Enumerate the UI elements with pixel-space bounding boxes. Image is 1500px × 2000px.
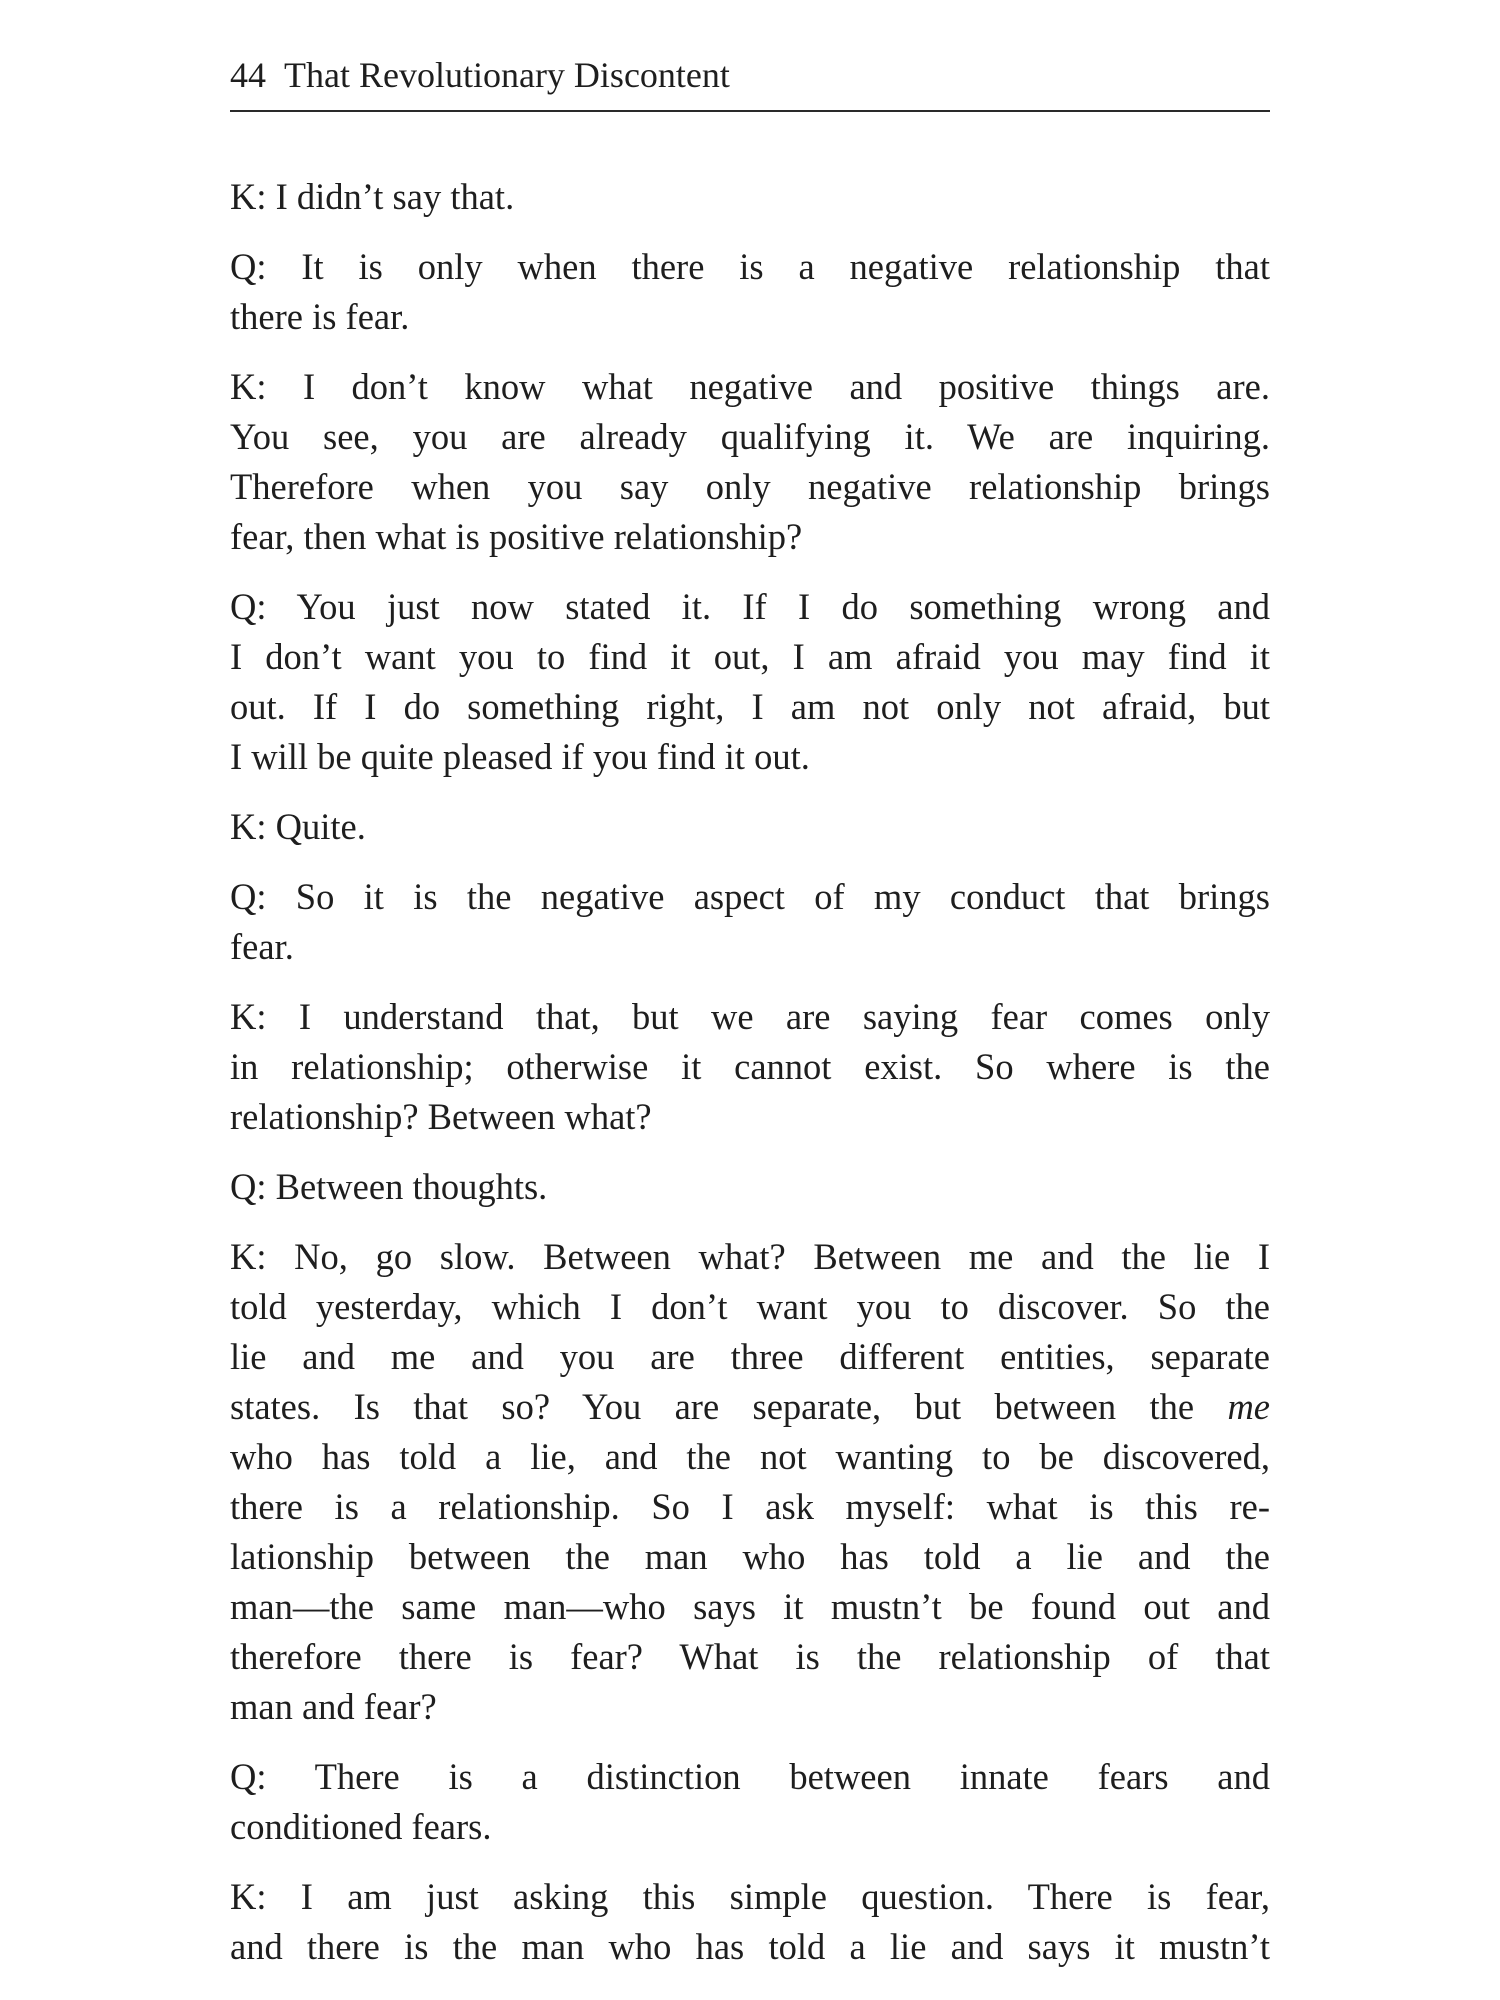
paragraph (230, 872, 1270, 972)
text-line: relationship? Between what? (230, 1096, 652, 1137)
text-line: therefore there is fear? What is the relationship of that (230, 1636, 1270, 1677)
italic-word: me (1227, 1386, 1270, 1427)
text-line: in relationship; otherwise it cannot exist. So where is the (230, 1046, 1270, 1087)
paragraph (230, 992, 1270, 1142)
text-line: who has told a lie, and the not wanting to be discovered, (230, 1436, 1270, 1477)
text-line: man—the same man—who says it mustn’t be found out and (230, 1586, 1270, 1627)
text-line: lie and me and you are three different entities, separate (230, 1336, 1270, 1377)
text-line: Q: It is only when there is a negative relationship that (230, 246, 1270, 287)
text-line: K: Quite. (230, 806, 366, 847)
text-line: lationship between the man who has told a lie and the (230, 1536, 1270, 1577)
text-line: Q: So it is the negative aspect of my conduct that brings (230, 876, 1270, 917)
text-line: Q: Between thoughts. (230, 1166, 548, 1207)
text-line: K: I understand that, but we are saying fear comes only (230, 996, 1270, 1037)
text-line-with-italic (230, 1382, 1270, 1432)
text-line: conditioned fears. (230, 1806, 492, 1847)
text-line: You see, you are already qualifying it. We are inquiring. (230, 416, 1270, 457)
text-line: Q: There is a distinction between innate fears and (230, 1756, 1270, 1797)
paragraph (230, 582, 1270, 782)
page-number: 44 (230, 55, 266, 95)
text-line: K: I didn’t say that. (230, 176, 515, 217)
paragraph (230, 802, 1270, 852)
text-line: K: No, go slow. Between what? Between me and the lie I (230, 1236, 1270, 1277)
paragraph (230, 362, 1270, 562)
text-line: I will be quite pleased if you find it out. (230, 736, 810, 777)
text-line: fear. (230, 926, 294, 967)
paragraph (230, 1232, 1270, 1732)
text-line: there is fear. (230, 296, 410, 337)
book-page (230, 50, 1270, 1970)
paragraph (230, 1162, 1270, 1212)
text-line: K: I am just asking this simple question. There is fear, (230, 1876, 1270, 1917)
running-title: That Revolutionary Discontent (284, 55, 730, 95)
text-line: told yesterday, which I don’t want you to discover. So the (230, 1286, 1270, 1327)
text-line: out. If I do something right, I am not only not afraid, but (230, 686, 1270, 727)
paragraph (230, 242, 1270, 342)
text-line: Therefore when you say only negative relationship brings (230, 466, 1270, 507)
text-fragment: states. Is that so? You are separate, but between the (230, 1386, 1195, 1427)
text-line: K: I don’t know what negative and positive things are. (230, 366, 1270, 407)
text-line: man and fear? (230, 1686, 437, 1727)
paragraph (230, 172, 1270, 222)
text-line: there is a relationship. So I ask myself: what is this re- (230, 1486, 1270, 1527)
text-line: I don’t want you to find it out, I am afraid you may find it (230, 636, 1270, 677)
paragraph (230, 1752, 1270, 1852)
text-line: Q: You just now stated it. If I do something wrong and (230, 586, 1270, 627)
text-line: fear, then what is positive relationship? (230, 516, 803, 557)
text-line: and there is the man who has told a lie and says it mustn’t (230, 1926, 1270, 1967)
paragraph (230, 1872, 1270, 1972)
running-head (230, 50, 1270, 112)
body-text (230, 172, 1270, 1992)
